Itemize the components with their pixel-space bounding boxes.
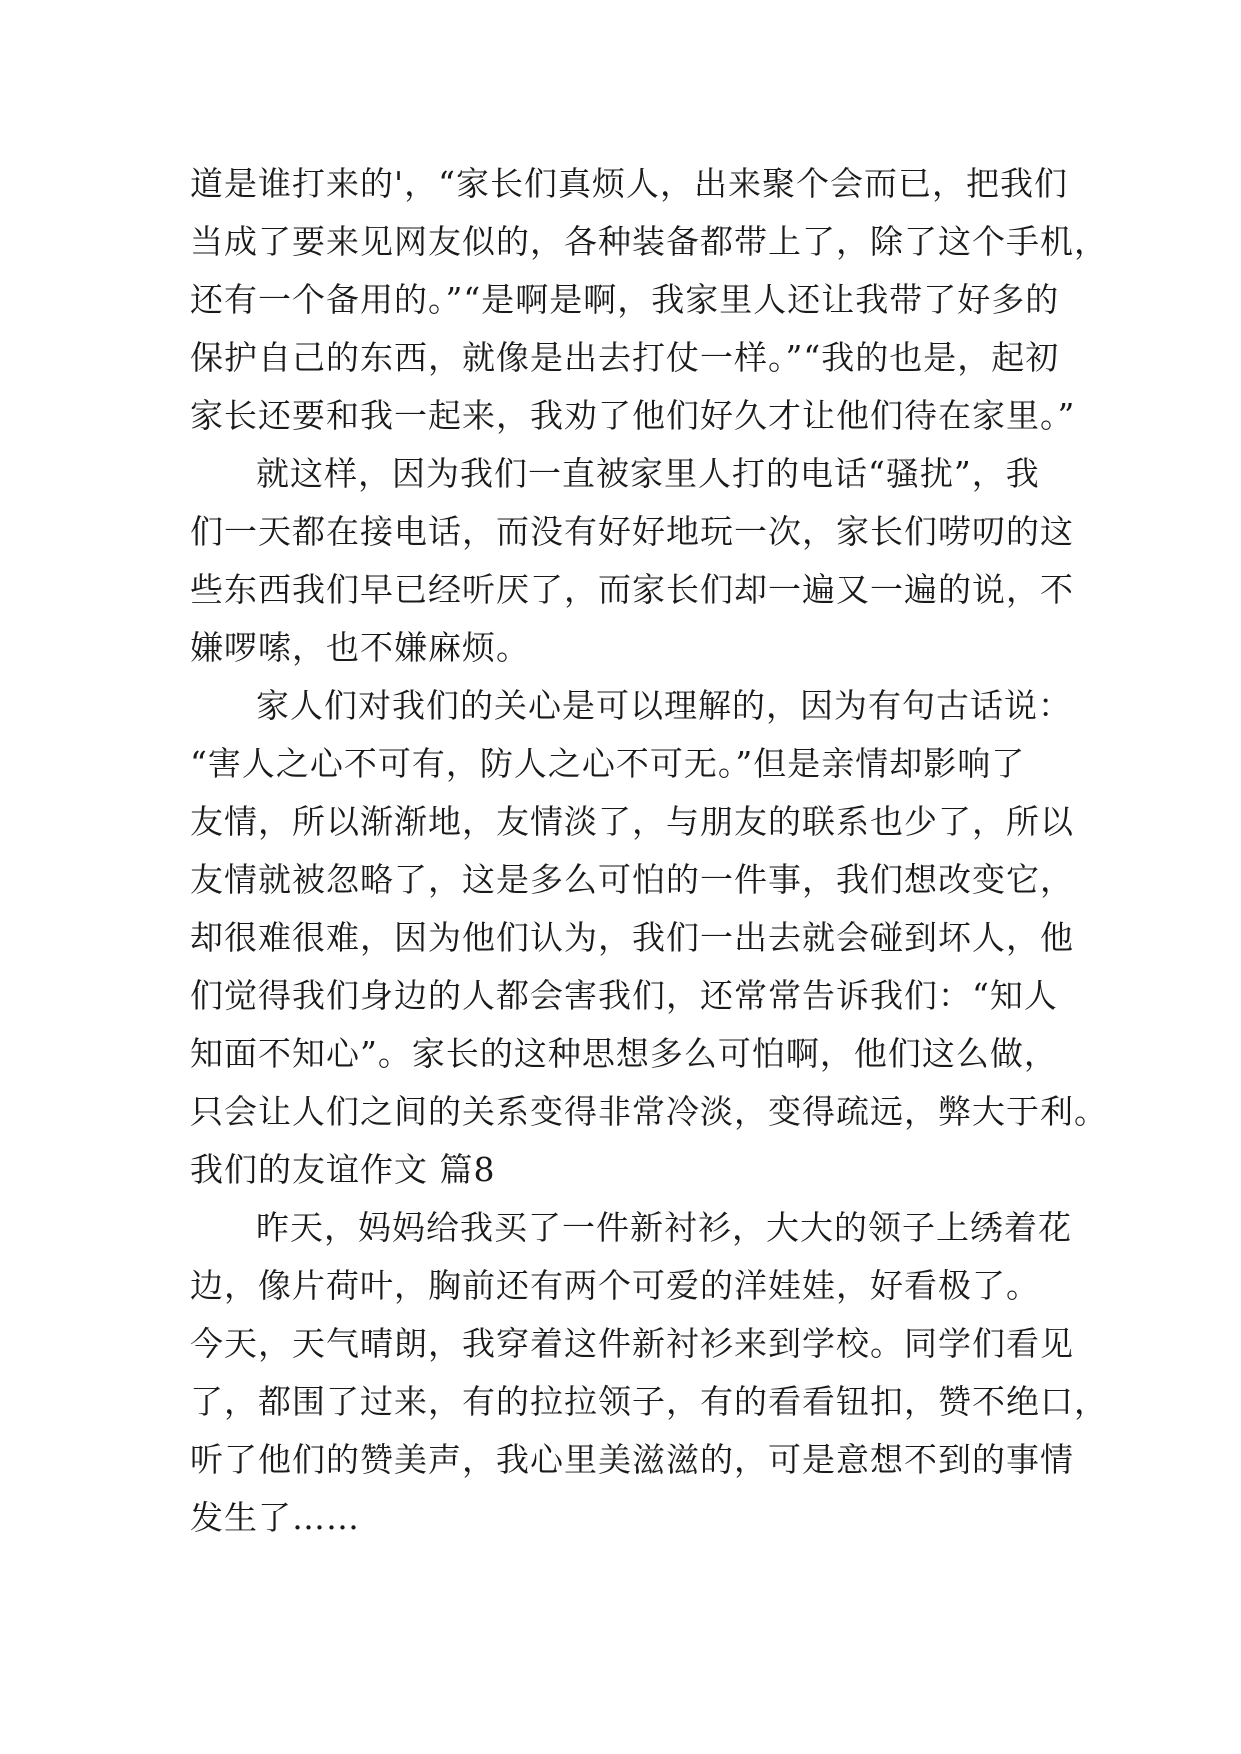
text-line: 们一天都在接电话，而没有好好地玩一次，家长们唠叨的这 [190,512,1074,551]
section-heading: 我们的友谊作文 篇8 [190,1150,496,1189]
text-line: 友情，所以渐渐地，友情淡了，与朋友的联系也少了，所以 [190,802,1074,841]
text-line: 边，像片荷叶，胸前还有两个可爱的洋娃娃，好看极了。 [190,1266,1040,1305]
text-line: 了，都围了过来，有的拉拉领子，有的看看钮扣，赞不绝口， [190,1382,1108,1421]
paragraph-first-line: 就这样，因为我们一直被家里人打的电话“骚扰”，我 [256,454,1040,493]
text-line: 发生了…… [190,1498,360,1537]
text-line: 今天，天气晴朗，我穿着这件新衬衫来到学校。同学们看见 [190,1324,1074,1363]
text-line: 道是谁打来的'，“家长们真烦人，出来聚个会而已，把我们 [190,164,1068,203]
document-body [190,155,1108,1547]
text-line: 友情就被忽略了，这是多么可怕的一件事，我们想改变它， [190,860,1074,899]
text-line: 听了他们的赞美声，我心里美滋滋的，可是意想不到的事情 [190,1440,1074,1479]
text-line: “害人之心不可有，防人之心不可无。”但是亲情却影响了 [190,744,1026,783]
paragraph-first-line: 家人们对我们的关心是可以理解的，因为有句古话说： [256,686,1072,725]
text-line: 还有一个备用的。”“是啊是啊，我家里人还让我带了好多的 [190,280,1060,319]
text-line: 们觉得我们身边的人都会害我们，还常常告诉我们：“知人 [190,976,1058,1015]
text-line: 却很难很难，因为他们认为，我们一出去就会碰到坏人，他 [190,918,1074,957]
text-line: 家长还要和我一起来，我劝了他们好久才让他们待在家里。” [190,396,1076,435]
text-line: 知面不知心”。家长的这种思想多么可怕啊，他们这么做， [190,1034,1058,1073]
text-line: 只会让人们之间的关系变得非常冷淡，变得疏远，弊大于利。 [190,1092,1108,1131]
text-line: 当成了要来见网友似的，各种装备都带上了，除了这个手机， [190,222,1108,261]
paragraph-first-line: 昨天，妈妈给我买了一件新衬衫，大大的领子上绣着花 [256,1208,1072,1247]
text-line: 些东西我们早已经听厌了，而家长们却一遍又一遍的说，不 [190,570,1074,609]
text-line: 嫌啰嗦，也不嫌麻烦。 [190,628,530,667]
text-line: 保护自己的东西，就像是出去打仗一样。”“我的也是，起初 [190,338,1060,377]
